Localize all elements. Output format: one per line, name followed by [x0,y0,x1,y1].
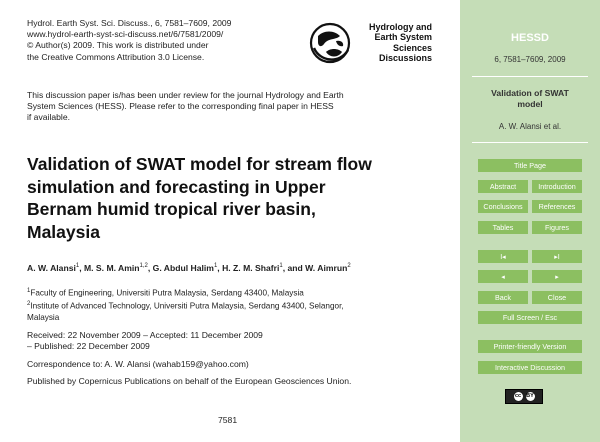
previous-page-button[interactable]: ◂ [478,270,528,283]
sidebar-short-title [460,88,600,110]
title-page-button[interactable]: Title Page [478,159,582,172]
introduction-button[interactable]: Introduction [532,180,582,193]
author-separator: , [147,263,153,273]
header-copyright: © Author(s) 2009. This work is distributed under [27,40,209,51]
logo-text [369,22,432,64]
affiliation-2-cont: Malaysia [27,312,60,322]
affiliation-mark: 1 [27,288,31,294]
affiliation-text: Faculty of Engineering, Universiti Putra Malaysia, Serdang 43400, Malaysia [30,288,304,298]
next-page-button[interactable]: ▸ [532,270,582,283]
affiliation-mark: 2 [27,301,31,308]
tables-button[interactable]: Tables [478,221,528,234]
paper-title [27,153,447,243]
conclusions-button[interactable]: Conclusions [478,200,528,213]
figures-button[interactable]: Figures [532,221,582,234]
logo-line-2: Earth System [374,32,432,43]
header-citation: Hydrol. Earth Syst. Sci. Discuss., 6, 7581–7609, 2009 [27,18,232,28]
publisher-note: Published by Copernicus Publications on behalf of the European Geosciences Union. [27,376,352,386]
journal-logo [306,18,436,72]
cc-icon: cc [514,393,522,399]
attribution-icon: BY [526,393,534,399]
review-notice [27,90,437,124]
sidebar-authors: A. W. Alansi et al. [498,122,562,131]
publication-dates [27,330,263,352]
title-line-4: Malaysia [27,221,100,242]
sidebar-reference: 6, 7581–7609, 2009 [494,55,566,64]
author-affiliation-mark: 1,2 [139,263,148,270]
affiliation-text: Institute of Advanced Technology, Universiti Putra Malaysia, Serdang 43400, Selangor, [30,302,344,312]
affiliation-2 [27,299,427,312]
journal-header [27,18,231,63]
sidebar-title-line-1: Validation of SWAT [491,88,569,98]
author-affiliation-mark: 1 [213,263,218,270]
full-screen-button[interactable]: Full Screen / Esc [478,311,582,324]
author-affiliation-mark: 1 [75,263,80,270]
dates-published: – Published: 22 December 2009 [27,341,150,352]
back-button[interactable]: Back [478,291,528,304]
author-separator: , [79,263,84,273]
page-number: 7581 [218,415,238,425]
sidebar-title-line-2: model [517,99,543,109]
creative-commons-badge[interactable] [505,389,543,404]
notice-line-1: This discussion paper is/has been under review for the journal Hydrology and Earth [27,90,344,100]
interactive-discussion-button[interactable]: Interactive Discussion [478,361,582,374]
header-license: the Creative Commons Attribution 3.0 License. [27,51,205,62]
logo-line-3: Sciences [392,42,432,53]
author-name: W. Aimrun [305,263,348,273]
abstract-button[interactable]: Abstract [478,180,528,193]
title-line-1: Validation of SWAT model for stream flow [27,154,372,174]
sidebar-journal-name: HESSD [511,32,549,44]
close-button[interactable]: Close [532,291,582,304]
sidebar-divider [472,142,588,143]
notice-line-2: System Sciences (HESS). Please refer to the corresponding final paper in HESS [27,101,334,112]
sidebar-divider [472,76,588,77]
author-separator-and: , and [282,263,306,273]
author-name: G. Abdul Halim [152,263,214,273]
header-url[interactable]: www.hydrol-earth-syst-sci-discuss.net/6/7581/2009/ [27,29,224,40]
correspondence: Correspondence to: A. W. Alansi (wahab159@yahoo.com) [27,359,249,369]
title-line-3: Bernam humid tropical river basin, [27,199,316,219]
author-affiliation-mark: 1 [279,263,283,270]
first-page-button[interactable]: I◂ [478,250,528,263]
author-affiliation-mark: 2 [347,263,351,270]
notice-line-3: if available. [27,112,70,123]
references-button[interactable]: References [532,200,582,213]
logo-line-4: Discussions [378,53,432,64]
logo-line-1: Hydrology and [368,22,432,32]
affiliation-1 [27,286,427,299]
author-list [27,263,351,273]
author-name: M. S. M. Amin [84,263,140,273]
affiliations [27,286,427,323]
title-line-2: simulation and forecasting in Upper [27,176,326,197]
last-page-button[interactable]: ▸I [532,250,582,263]
author-name: A. W. Alansi [27,263,76,273]
author-name: H. Z. M. Shafri [222,263,280,273]
dates-received-accepted: Received: 22 November 2009 – Accepted: 11 December 2009 [27,330,263,340]
printer-friendly-button[interactable]: Printer-friendly Version [478,340,582,353]
globe-logo-icon [306,18,354,68]
author-separator: , [217,263,223,273]
